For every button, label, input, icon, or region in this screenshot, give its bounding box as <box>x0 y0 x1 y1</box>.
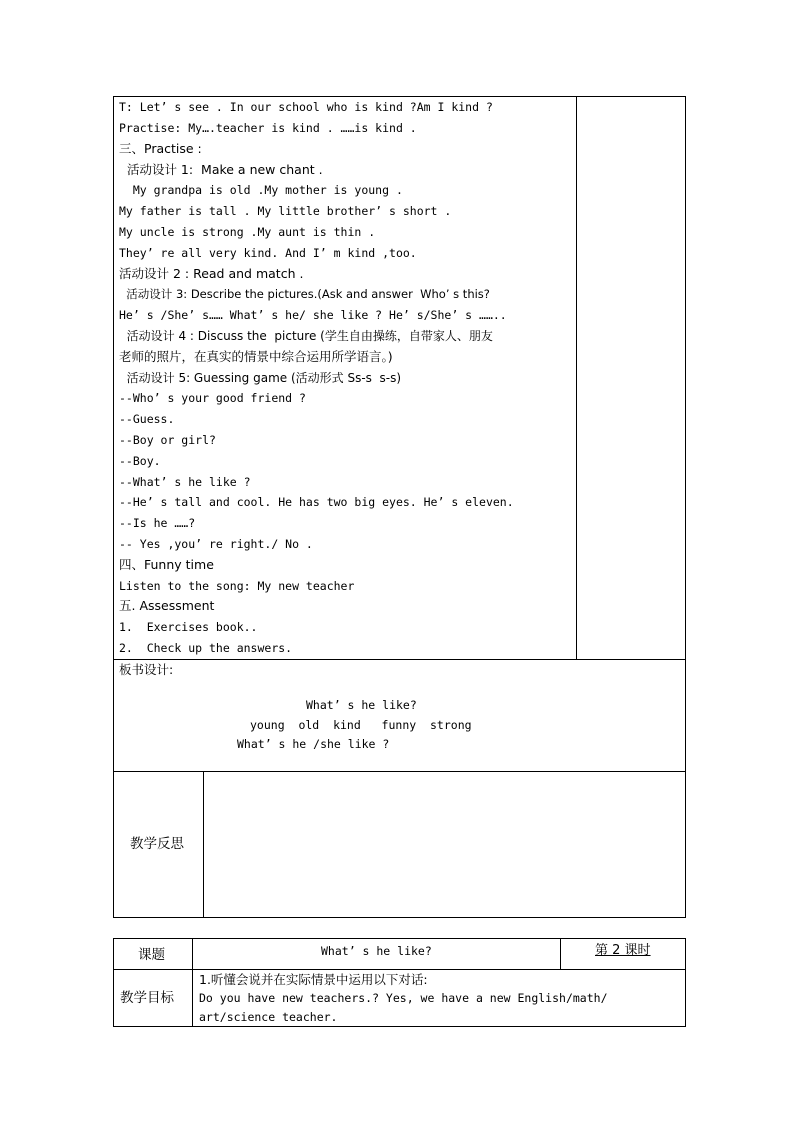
lesson2-period-divider <box>560 938 561 969</box>
lesson-line: --Boy. <box>119 454 161 468</box>
lesson2-label-divider <box>192 938 193 1027</box>
lesson-line: --What’ s he like ? <box>119 475 251 489</box>
lesson-line: 五. Assessment <box>119 598 215 613</box>
board-line-2: young old kind funny strong <box>250 718 472 732</box>
board-line-3: What’ s he /she like ? <box>237 737 390 751</box>
lesson-line: 活动设计 3: Describe the pictures.(Ask and answer Who’ s this? <box>119 287 490 301</box>
lesson-line: 四、Funny time <box>119 557 214 572</box>
lesson-line: My grandpa is old .My mother is young . <box>119 183 403 197</box>
lesson-line: 活动设计 1: Make a new chant . <box>119 162 323 177</box>
period-value: 第 2 课时 <box>595 943 651 958</box>
lesson-line: 三、Practise : <box>119 141 202 156</box>
goal-label: 教学目标 <box>120 990 174 1006</box>
lesson-line: 2. Check up the answers. <box>119 641 293 655</box>
lesson-line: --Boy or girl? <box>119 433 216 447</box>
reflection-label-divider <box>203 771 204 918</box>
lesson-line: Listen to the song: My new teacher <box>119 579 355 593</box>
lesson-line: --He’ s tall and cool. He has two big eyes. He’ s eleven. <box>119 495 514 509</box>
reflection-label: 教学反思 <box>130 836 184 852</box>
topic-label: 课题 <box>138 947 165 963</box>
lesson-line: 1. Exercises book.. <box>119 620 258 634</box>
topic-value: What’ s he like? <box>321 944 432 958</box>
lesson-line: 活动设计 2 : Read and match . <box>119 266 304 281</box>
lesson-line: He’ s /She’ s…… What’ s he/ she like ? He’ s/She’ s …….. <box>119 308 507 322</box>
lesson-line: My father is tall . My little brother’ s short . <box>119 204 452 218</box>
goal-line-1: 1.听懂会说并在实际情景中运用以下对话: <box>199 972 428 987</box>
lesson-line: -- Yes ,you’ re right./ No . <box>119 537 313 551</box>
lesson-line: 老师的照片，在真实的情景中综合运用所学语言。) <box>119 349 393 364</box>
board-design-label: 板书设计: <box>119 662 174 677</box>
lesson-line: --Guess. <box>119 412 175 426</box>
lesson-line: --Who’ s your good friend ? <box>119 391 306 405</box>
board-row-top-border <box>113 659 686 660</box>
lesson-line: My uncle is strong .My aunt is thin . <box>119 225 376 239</box>
lesson-line: 活动设计 5: Guessing game (活动形式 Ss-s s-s) <box>119 371 402 385</box>
lesson-line: 活动设计 4 : Discuss the picture (学生自由操练，自带家人、朋友 <box>119 329 493 343</box>
lesson2-row-divider <box>113 969 686 970</box>
board-line-1: What’ s he like? <box>306 698 417 712</box>
goal-line-2: Do you have new teachers.? Yes, we have a new English/math/ <box>199 991 608 1005</box>
lesson-line: They’ re all very kind. And I’ m kind ,too. <box>119 246 417 260</box>
lesson-line: --Is he ……? <box>119 516 196 530</box>
lesson-line: T: Let’ s see . In our school who is kind ?Am I kind ? <box>119 100 493 114</box>
lesson-line: Practise: My….teacher is kind . ……is kind . <box>119 121 417 135</box>
goal-line-3: art/science teacher. <box>199 1010 338 1024</box>
content-column-divider <box>576 96 577 660</box>
reflection-row-top-border <box>113 771 686 772</box>
